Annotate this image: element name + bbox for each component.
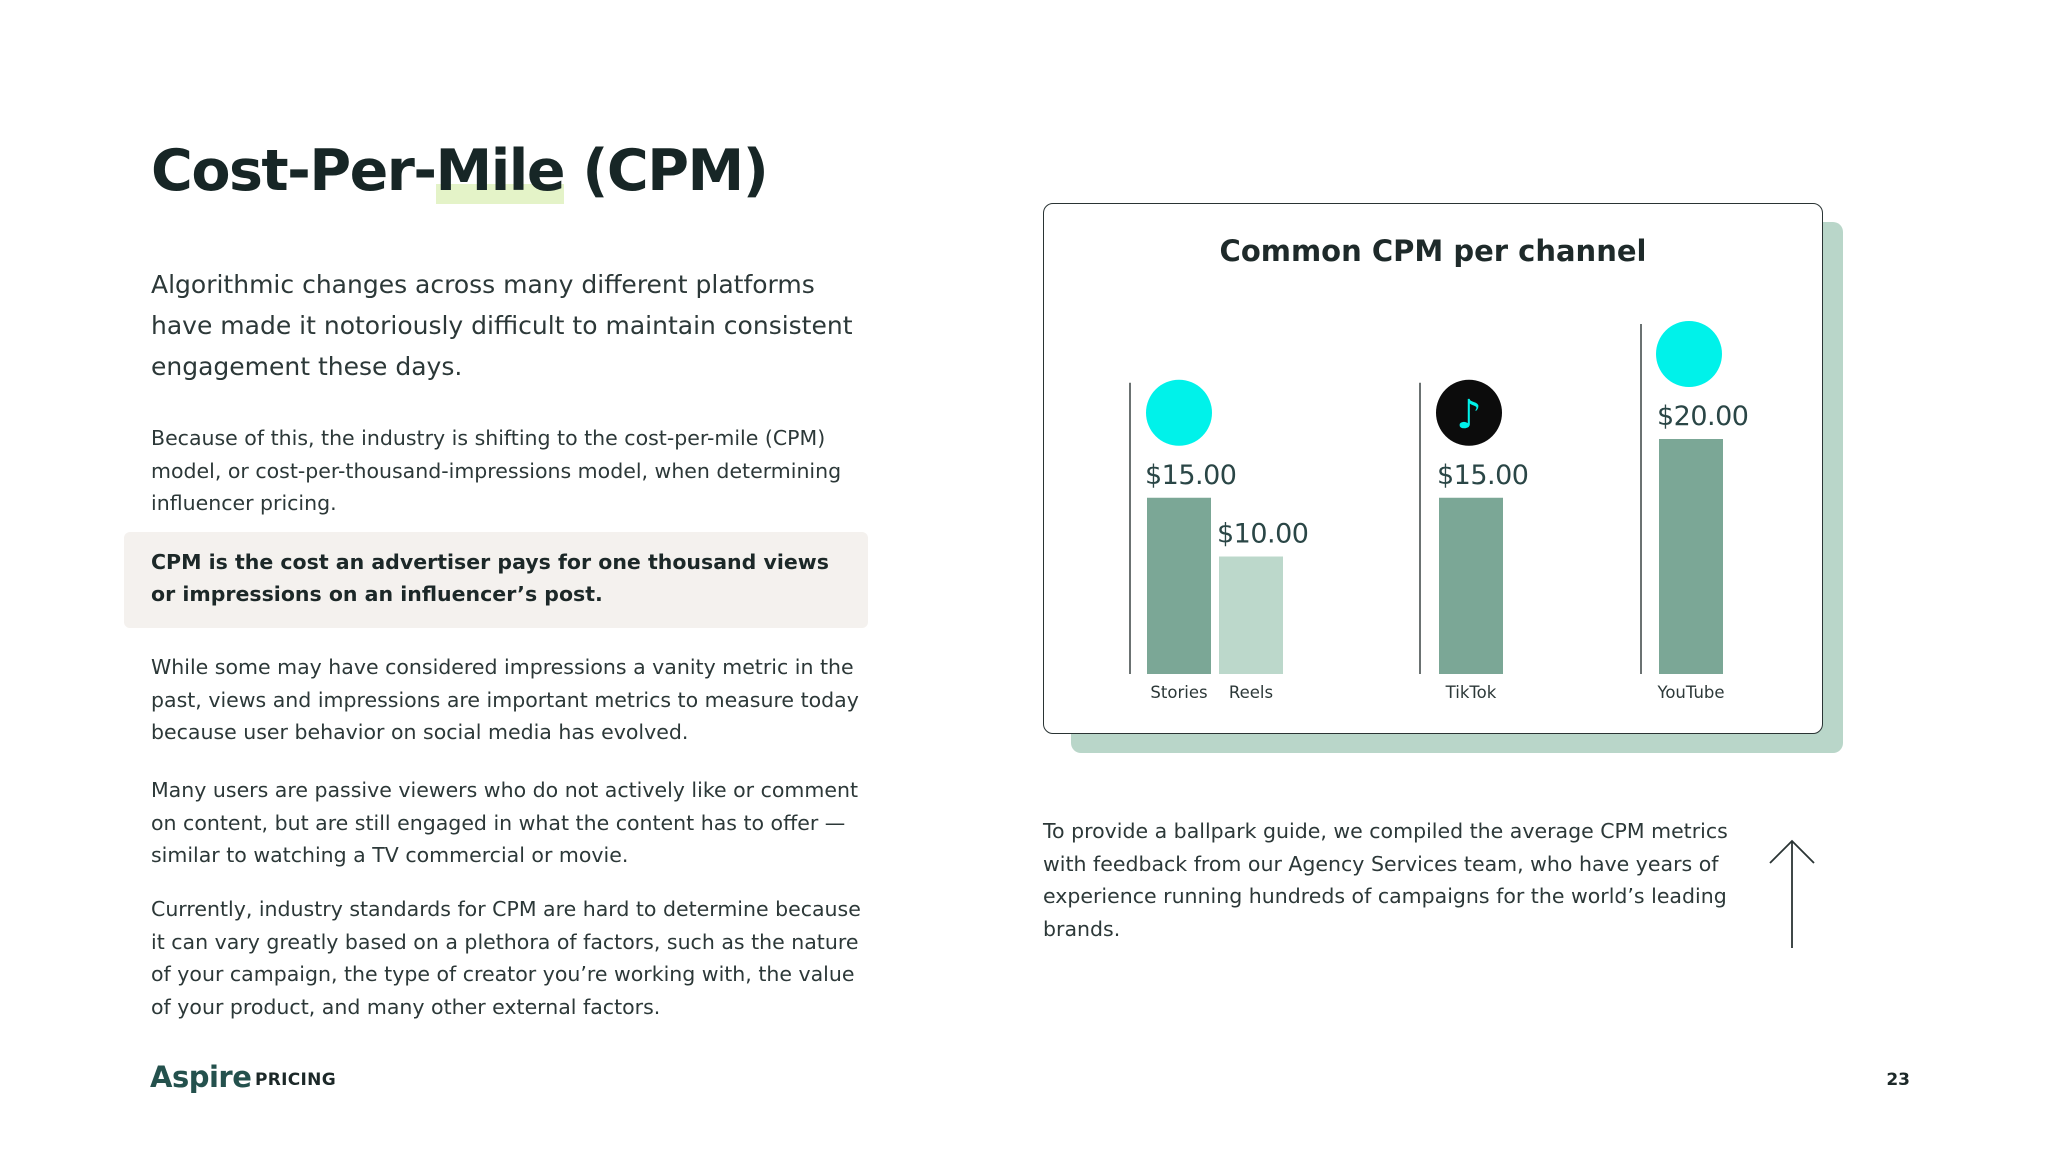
- value-label: $15.00: [1145, 459, 1237, 491]
- bar-reels: [1219, 557, 1283, 675]
- category-label: TikTok: [1445, 683, 1497, 702]
- category-label: Stories: [1150, 683, 1208, 702]
- bar-tiktok: [1439, 498, 1503, 674]
- value-label: $20.00: [1657, 401, 1749, 432]
- page-title: [151, 138, 767, 204]
- body-paragraph-3: Many users are passive viewers who do not actively like or comment on content, but are still engaged in what the content has to offer — similar to watching a TV commercial or movie.: [151, 778, 858, 867]
- chart-card: [1043, 203, 1823, 734]
- body-paragraph-2: While some may have considered impressions a vanity metric in the past, views and impressions are important metrics to measure today because user behavior on social media has evolved.: [151, 655, 859, 744]
- brand-logo: Aspire: [150, 1060, 252, 1094]
- bar-youtube: [1659, 439, 1723, 674]
- lead-paragraph: Algorithmic changes across many different platforms have made it notoriously difficult to maintain consistent engagement these days.: [151, 270, 853, 381]
- title-part-1: Cost-Per-: [151, 138, 436, 204]
- body-paragraph-4: Currently, industry standards for CPM are hard to determine because it can vary greatly based on a plethora of factors, such as the nature of your campaign, the type of creator you’re working with, the value of your product, and many other external factors.: [151, 897, 861, 1019]
- title-highlight: Mile: [435, 138, 564, 204]
- section-label: PRICING: [255, 1070, 336, 1090]
- svg-text:♪: ♪: [1456, 391, 1482, 438]
- category-label: Reels: [1228, 683, 1274, 702]
- category-label: YouTube: [1657, 683, 1725, 702]
- youtube-logo-icon: [1656, 321, 1722, 387]
- callout-text: CPM is the cost an advertiser pays for one thousand views or impressions on an influencer’s post.: [151, 550, 829, 606]
- tiktok-logo-icon: [1436, 380, 1502, 446]
- page-number: 23: [1886, 1070, 1910, 1090]
- instagram-logo-icon: [1146, 380, 1212, 446]
- body-paragraph-1: Because of this, the industry is shifting to the cost-per-mile (CPM) model, or cost-per-thousand-impressions model, when determining influencer pricing.: [151, 426, 842, 515]
- bar-stories: [1147, 498, 1211, 674]
- value-label: $15.00: [1437, 459, 1529, 491]
- guide-paragraph: To provide a ballpark guide, we compiled the average CPM metrics with feedback from our Agency Services team, who have years of experience running hundreds of campaigns for the world’s leading brands.: [1043, 819, 1728, 941]
- arrow-up-icon: [1768, 838, 1816, 950]
- value-label: $10.00: [1217, 518, 1309, 550]
- title-part-2: (CPM): [564, 138, 768, 204]
- definition-callout: [124, 532, 868, 628]
- chart-title: Common CPM per channel: [1219, 234, 1647, 268]
- cpm-bar-chart: [1044, 204, 1824, 735]
